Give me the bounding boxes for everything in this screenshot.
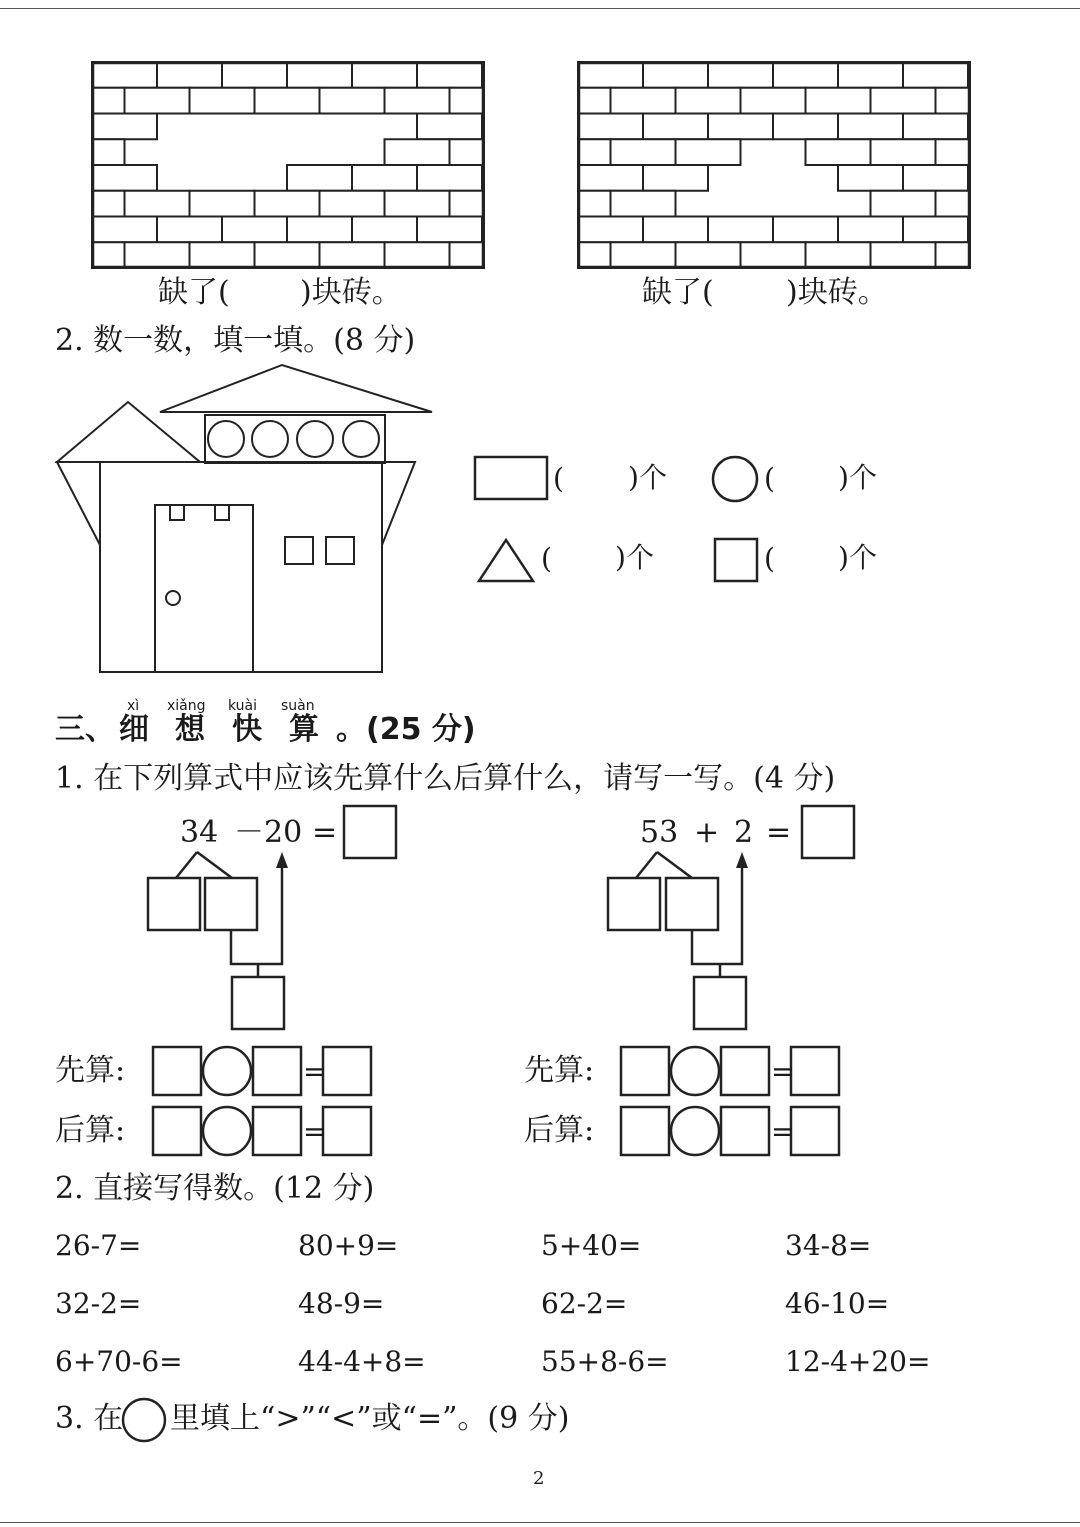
- brick: [92, 62, 157, 88]
- brick: [838, 217, 903, 243]
- brick: [125, 191, 190, 217]
- left-result-box: [344, 806, 396, 858]
- left-second-label: 后算:: [55, 1113, 126, 1148]
- brick: [643, 62, 708, 88]
- brick: [92, 242, 125, 268]
- compare-circle-icon: [121, 1397, 167, 1443]
- brick: [190, 242, 255, 268]
- calc-item: 26-7=: [55, 1229, 142, 1262]
- calc-item: 12-4+20=: [785, 1345, 931, 1378]
- right-tree-box-3: [694, 977, 746, 1029]
- brick: [352, 62, 417, 88]
- band-circle-1: [208, 421, 244, 457]
- brick: [287, 217, 352, 243]
- brick: [611, 191, 676, 217]
- circle-count-unit: )个: [838, 461, 877, 494]
- question-3-2-title: 2. 直接写得数。(12 分): [55, 1171, 375, 1206]
- circle-count-open: (: [764, 462, 775, 495]
- brick: [806, 139, 871, 165]
- calc-item: 55+8-6=: [541, 1345, 669, 1378]
- brick: [838, 165, 903, 191]
- brick: [643, 165, 708, 191]
- brick: [578, 62, 643, 88]
- brick: [92, 217, 157, 243]
- brick: [255, 191, 320, 217]
- brick: [578, 88, 611, 114]
- brick: [417, 114, 482, 140]
- calc-item: 6+70-6=: [55, 1345, 183, 1378]
- left-expr-eq: =: [312, 815, 338, 850]
- right-wall-caption-close: )块砖。: [786, 275, 888, 310]
- band-circle-2: [252, 421, 288, 457]
- brick: [903, 62, 968, 88]
- brick: [320, 88, 385, 114]
- pinyin-kuai: kuài: [228, 698, 258, 714]
- calc-item: 34-8=: [785, 1229, 872, 1262]
- brick-wall-right: [578, 62, 970, 268]
- circle-icon: [711, 455, 759, 503]
- house-body: [100, 462, 382, 672]
- top-rule: [0, 8, 1080, 9]
- left-second-eq: =: [303, 1115, 327, 1148]
- side-triangle-left: [57, 462, 100, 545]
- brick: [352, 217, 417, 243]
- section-3-char-1: 细: [119, 712, 149, 747]
- calc-item: 80+9=: [298, 1229, 399, 1262]
- right-tree-diagram: [600, 800, 870, 1040]
- brick: [190, 191, 255, 217]
- right-wall-caption-open: 缺了(: [642, 275, 714, 310]
- band-circle-4: [343, 421, 379, 457]
- triangle-count-unit: )个: [615, 541, 654, 574]
- section-3-char-2: 想: [175, 712, 205, 747]
- calc-item: 44-4+8=: [298, 1345, 426, 1378]
- brick: [903, 114, 968, 140]
- brick: [417, 165, 482, 191]
- left-second-step-boxes: [152, 1106, 374, 1156]
- brick: [255, 242, 320, 268]
- calc-item: 48-9=: [298, 1287, 385, 1320]
- brick: [773, 62, 838, 88]
- left-tree-box-3: [232, 977, 284, 1029]
- band-circle-3: [297, 421, 333, 457]
- brick: [385, 139, 450, 165]
- brick: [450, 139, 485, 165]
- brick: [450, 191, 485, 217]
- brick: [287, 62, 352, 88]
- brick: [578, 242, 611, 268]
- rect-count-unit: )个: [628, 461, 667, 494]
- left-wall-caption-open: 缺了(: [158, 275, 230, 310]
- right-second-step-boxes: [620, 1106, 842, 1156]
- brick: [125, 88, 190, 114]
- brick: [676, 139, 741, 165]
- rectangle-icon: [474, 456, 548, 500]
- question-3-1-title: 1. 在下列算式中应该先算什么后算什么，请写一写。(4 分): [55, 761, 836, 796]
- brick: [125, 242, 190, 268]
- question-3-3-prefix: 3. 在: [55, 1401, 124, 1436]
- left-expr-op: －: [234, 815, 264, 850]
- door-knob: [166, 591, 180, 605]
- brick: [936, 191, 971, 217]
- left-tree-box-2: [205, 878, 257, 930]
- brick: [643, 114, 708, 140]
- right-tree-box-2: [666, 878, 718, 930]
- brick-wall-left: [92, 62, 484, 268]
- brick: [92, 88, 125, 114]
- page-number: 2: [533, 1468, 545, 1489]
- left-tree-diagram: [140, 800, 410, 1040]
- triangle-count-open: (: [541, 542, 552, 575]
- section-3-char-4: 算: [289, 712, 319, 747]
- question-3-3-suffix: 里填上“>”“<”或“=”。(9 分): [170, 1401, 570, 1436]
- brick: [611, 139, 676, 165]
- right-first-eq: =: [771, 1055, 795, 1088]
- right-first-label: 先算:: [524, 1053, 595, 1088]
- left-tree-box-1: [148, 878, 200, 930]
- brick: [578, 165, 643, 191]
- brick: [417, 62, 482, 88]
- section-3-prefix: 三、: [55, 712, 115, 747]
- section-3-char-3: 快: [232, 712, 262, 747]
- brick: [741, 242, 806, 268]
- brick: [708, 114, 773, 140]
- brick: [385, 191, 450, 217]
- right-result-box: [802, 806, 854, 858]
- brick: [157, 62, 222, 88]
- brick: [903, 165, 968, 191]
- brick: [222, 62, 287, 88]
- brick: [578, 191, 611, 217]
- left-wall-caption-close: )块砖。: [300, 275, 402, 310]
- section-3-suffix: 。(25 分): [336, 712, 476, 747]
- brick: [806, 88, 871, 114]
- calc-item: 46-10=: [785, 1287, 890, 1320]
- left-first-label: 先算:: [55, 1053, 126, 1088]
- brick: [255, 88, 320, 114]
- brick: [903, 217, 968, 243]
- brick: [578, 139, 611, 165]
- pinyin-xiang: xiǎng: [167, 698, 206, 714]
- brick: [320, 191, 385, 217]
- brick: [320, 242, 385, 268]
- brick: [222, 217, 287, 243]
- right-expr-op: +: [694, 815, 720, 850]
- brick: [92, 165, 157, 191]
- brick: [676, 88, 741, 114]
- brick: [838, 114, 903, 140]
- rect-count-open: (: [553, 462, 564, 495]
- triangle-icon: [477, 538, 535, 583]
- right-expr-b: 2: [734, 815, 754, 850]
- brick: [871, 139, 936, 165]
- pinyin-xi: xì: [127, 698, 140, 714]
- brick: [806, 242, 871, 268]
- side-triangle-right: [382, 462, 415, 545]
- brick: [708, 217, 773, 243]
- brick: [578, 217, 643, 243]
- left-first-eq: =: [303, 1055, 327, 1088]
- right-expr-eq: =: [766, 815, 792, 850]
- brick: [741, 88, 806, 114]
- house-figure: [50, 360, 440, 680]
- brick: [838, 62, 903, 88]
- left-expr-a: 34: [180, 815, 219, 850]
- brick: [450, 242, 485, 268]
- brick: [287, 165, 352, 191]
- right-tree-box-1: [608, 878, 660, 930]
- brick: [643, 217, 708, 243]
- brick: [92, 114, 157, 140]
- right-second-eq: =: [771, 1115, 795, 1148]
- brick: [773, 114, 838, 140]
- calc-item: 5+40=: [541, 1229, 642, 1262]
- right-second-label: 后算:: [524, 1113, 595, 1148]
- brick: [157, 217, 222, 243]
- brick: [417, 217, 482, 243]
- calc-item: 62-2=: [541, 1287, 628, 1320]
- brick: [676, 242, 741, 268]
- roof-triangle-top: [160, 365, 432, 412]
- brick: [936, 88, 971, 114]
- brick: [450, 88, 485, 114]
- house-door: [155, 505, 253, 672]
- right-expr-a: 53: [640, 815, 679, 850]
- square-count-open: (: [764, 542, 775, 575]
- left-expr-b: 20: [264, 815, 303, 850]
- brick: [611, 242, 676, 268]
- brick: [352, 165, 417, 191]
- calc-item: 32-2=: [55, 1287, 142, 1320]
- brick: [611, 88, 676, 114]
- window-1: [285, 537, 313, 564]
- right-first-step-boxes: [620, 1046, 842, 1096]
- brick: [871, 242, 936, 268]
- square-icon: [714, 538, 758, 582]
- brick: [936, 242, 971, 268]
- left-first-step-boxes: [152, 1046, 374, 1096]
- brick: [190, 88, 255, 114]
- brick: [708, 62, 773, 88]
- pinyin-suan: suàn: [281, 698, 315, 714]
- brick: [578, 114, 643, 140]
- square-count-unit: )个: [838, 541, 877, 574]
- brick: [871, 191, 936, 217]
- brick: [385, 88, 450, 114]
- bottom-rule: [0, 1522, 1080, 1523]
- brick: [92, 139, 125, 165]
- brick: [773, 217, 838, 243]
- brick: [936, 139, 971, 165]
- question-2-title: 2. 数一数，填一填。(8 分): [55, 323, 416, 358]
- brick: [92, 191, 125, 217]
- window-2: [326, 537, 354, 564]
- brick: [385, 242, 450, 268]
- brick: [871, 88, 936, 114]
